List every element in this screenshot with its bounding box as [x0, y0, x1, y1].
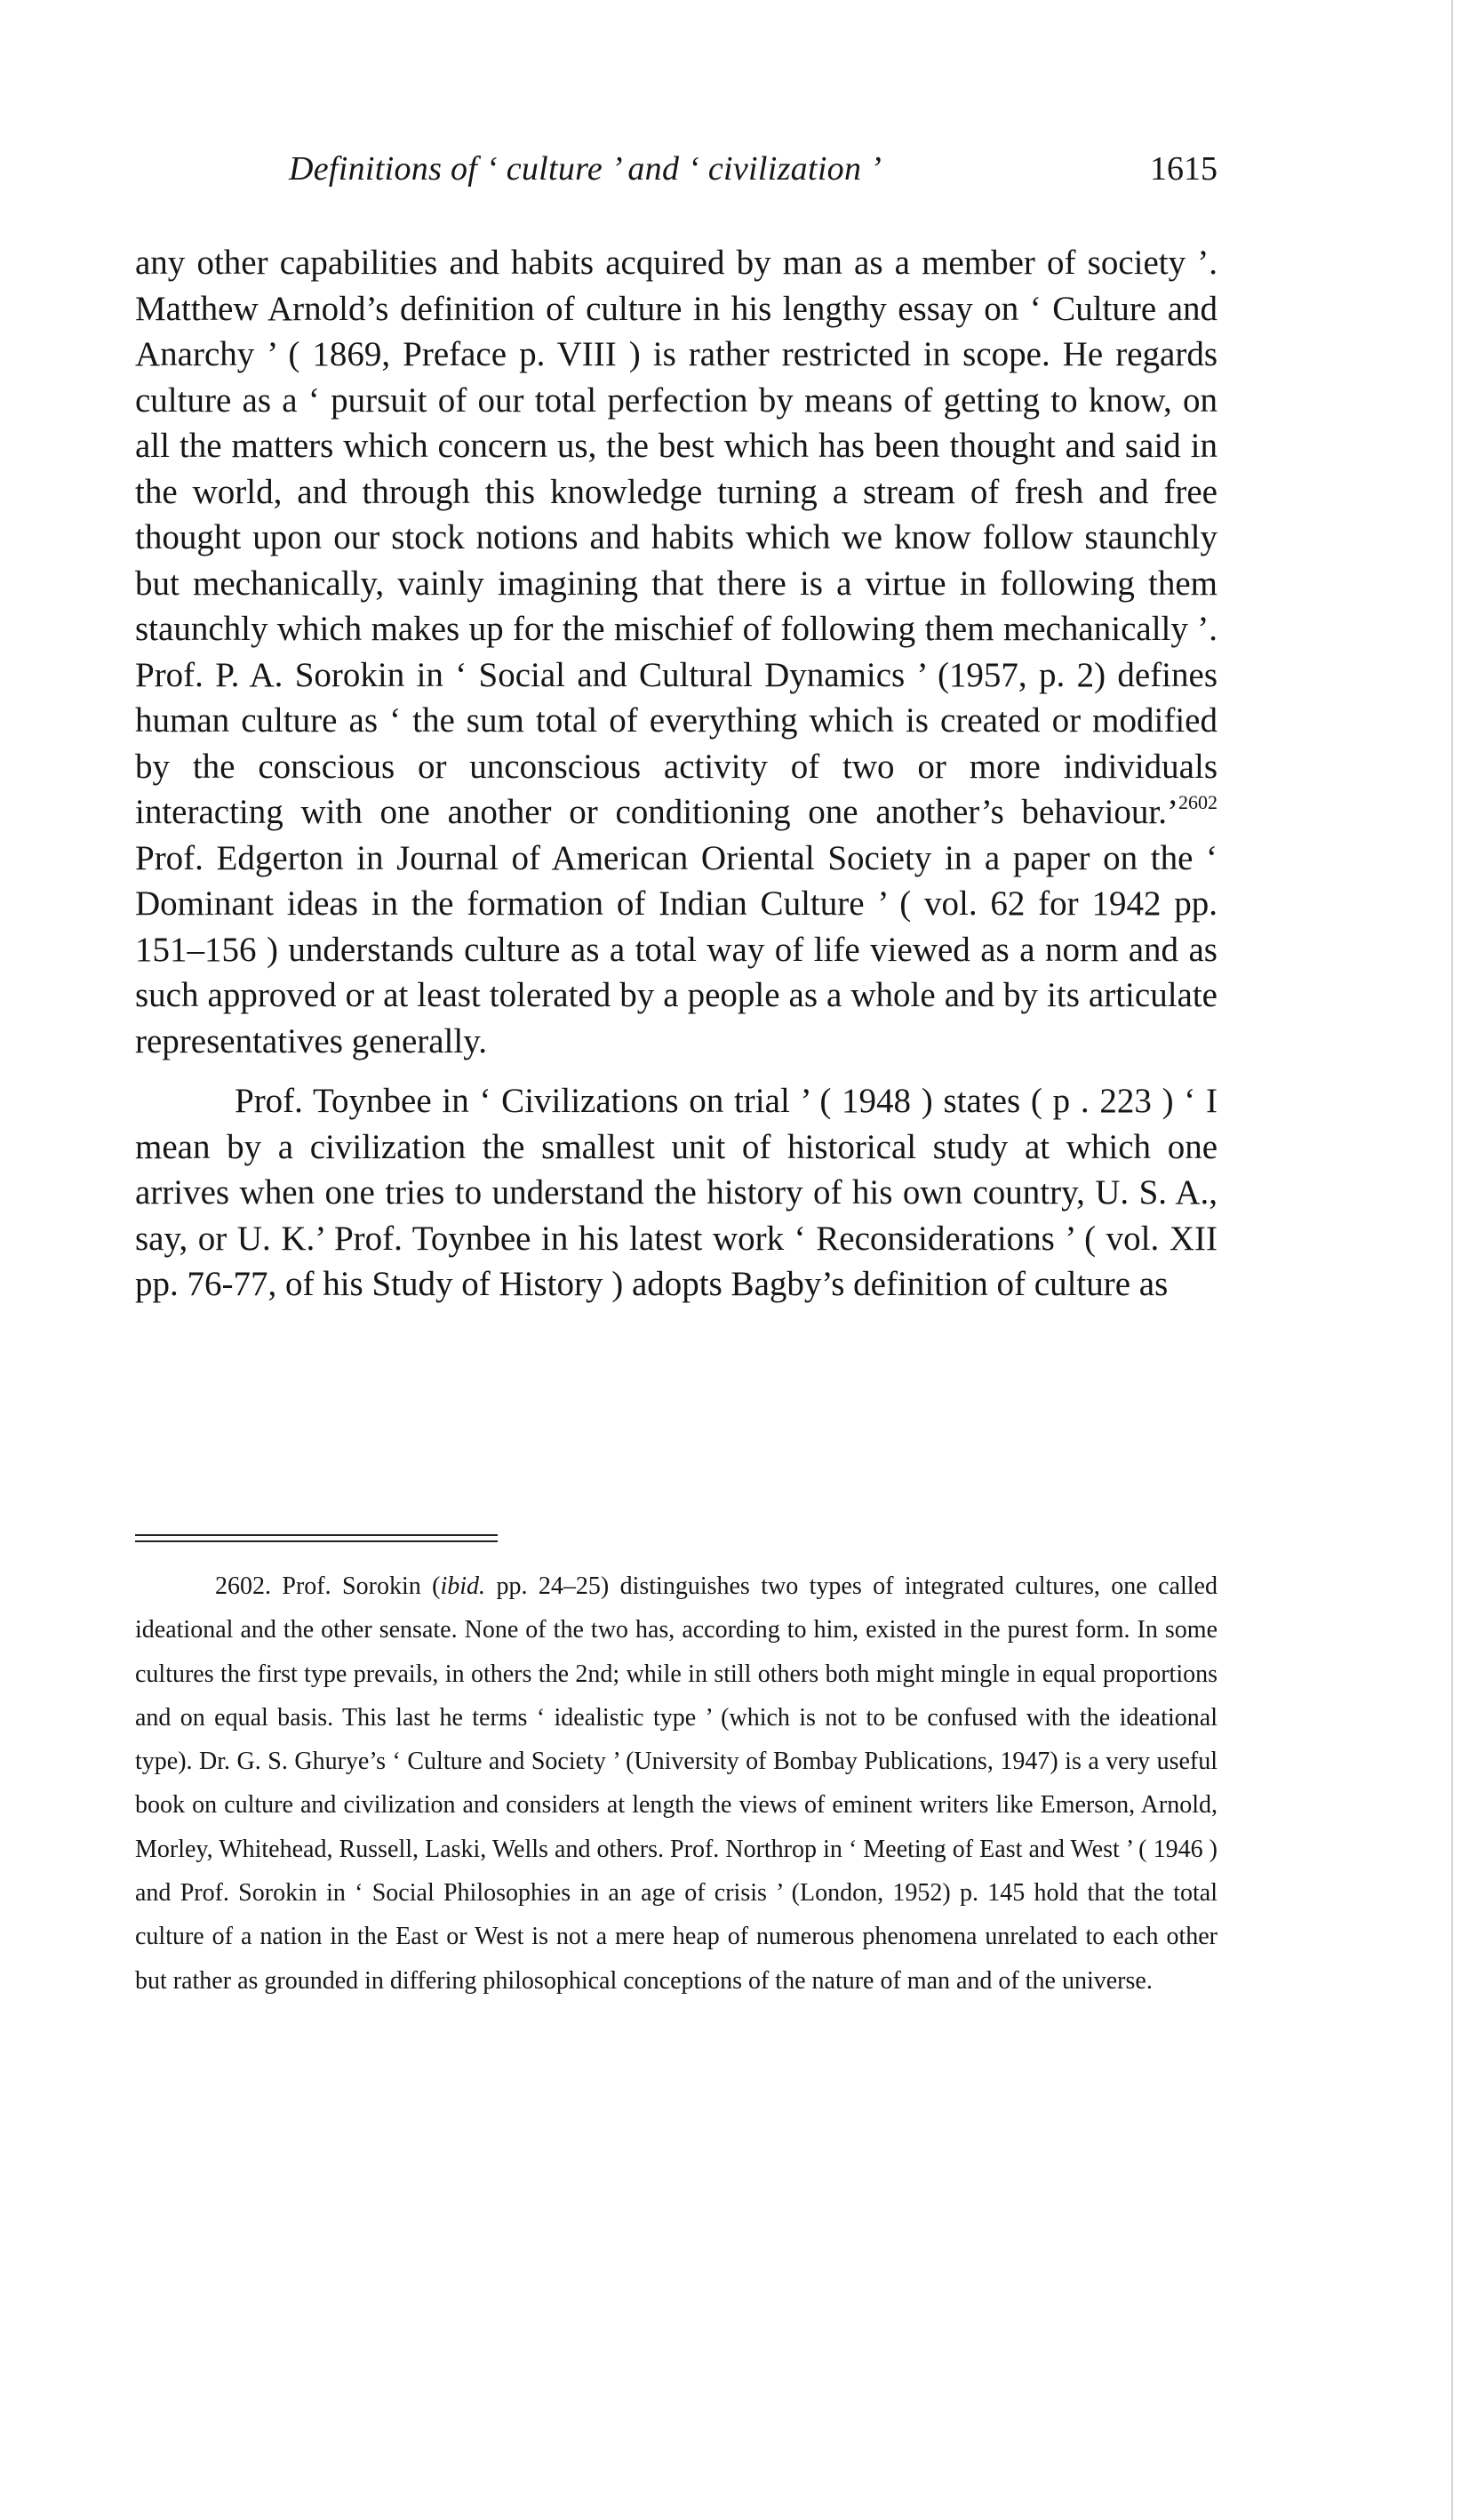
running-head: [133, 149, 1218, 212]
footnote-number: 2602.: [215, 1572, 271, 1600]
paragraph-2: Prof. Toynbee in ‘ Civilizations on trial ’ ( 1948 ) states ( p . 223 ) ‘ I mean by a civilization the smallest unit of historical study at which one arrives when one tries to understand the history of his own country, U. S. A., say, or U. K.’ Prof. Toynbee in his latest work ‘ Reconsiderations ’ ( vol. XII pp. 76-77, of his Study of History ) adopts Bagby’s definition of culture as: [135, 1082, 1218, 1303]
running-title: Definitions of ‘ culture ’ and ‘ civilization ’: [289, 150, 882, 188]
paragraph-1: [135, 240, 1218, 1064]
footnote-text-start: Prof. Sorokin (: [271, 1572, 441, 1600]
main-text: [135, 240, 1218, 1308]
paragraph-1-continuation: Prof. Edgerton in Journal of American Oriental Society in a paper on the ‘ Dominant ideas in the formation of Indian Culture ’ ( vol. 62 for 1942 pp. 151–156 ) understands culture as a total way of life viewed as a norm and as such approved or at least tolerated by a people as a whole and by its articulate representatives generally.: [135, 838, 1218, 1060]
footnote-text: pp. 24–25) distinguishes two types of integrated cultures, one called ideational and the other sensate. None of the two has, according to him, existed in the purest form. In some cultures the first type prevails, in others the 2nd; while in still others both might mingle in equal proportions and on equal basis. This last he terms ‘ idealistic type ’ (which is not to be confused with the ideational type). Dr. G. S. Ghurye’s ‘ Culture and Society ’ (University of Bombay Publications, 1947) is a very useful book on culture and civilization and considers at length the views of eminent writers like Emerson, Arnold, Morley, Whitehead, Russell, Laski, Wells and others. Prof. Northrop in ‘ Meeting of East and West ’ ( 1946 ) and Prof. Sorokin in ‘ Social Philosophies in an age of crisis ’ (London, 1952) p. 145 hold that the total culture of a nation in the East or West is not a mere heap of numerous phenomena unrelated to each other but rather as grounded in differing philosophical conceptions of the nature of man and of the universe.: [135, 1572, 1218, 1995]
paragraph-1-text: any other capabilities and habits acquired by man as a member of society ’. Matthew Arnold’s definition of culture in his lengthy essay on ‘ Culture and Anarchy ’ ( 1869, Preface p. VIII ) is rather restricted in scope. He regards culture as a ‘ pursuit of our total perfection by means of getting to know, on all the matters which concern us, the best which has been thought and said in the world, and through this knowledge turning a stream of fresh and free thought upon our stock notions and habits which we know follow staunchly but mechanically, vainly imagining that there is a virtue in following them staunchly which makes up for the mischief of following them mechanically ’. Prof. P. A. Sorokin in ‘ Social and Cultural Dynamics ’ (1957, p. 2) defines human culture as ‘ the sum total of everything which is created or modified by the conscious or unconscious activity of two or more individuals interacting with one another or conditioning one another’s behaviour.’: [135, 244, 1218, 831]
page-number: 1615: [1150, 150, 1218, 188]
scan-edge-line: [1451, 0, 1453, 2520]
footnote-divider: [135, 1534, 498, 1542]
footnote-italic-ibid: ibid.: [440, 1572, 486, 1600]
footnote-marker: 2602: [1178, 791, 1218, 813]
footnote-2602: [135, 1564, 1218, 2003]
